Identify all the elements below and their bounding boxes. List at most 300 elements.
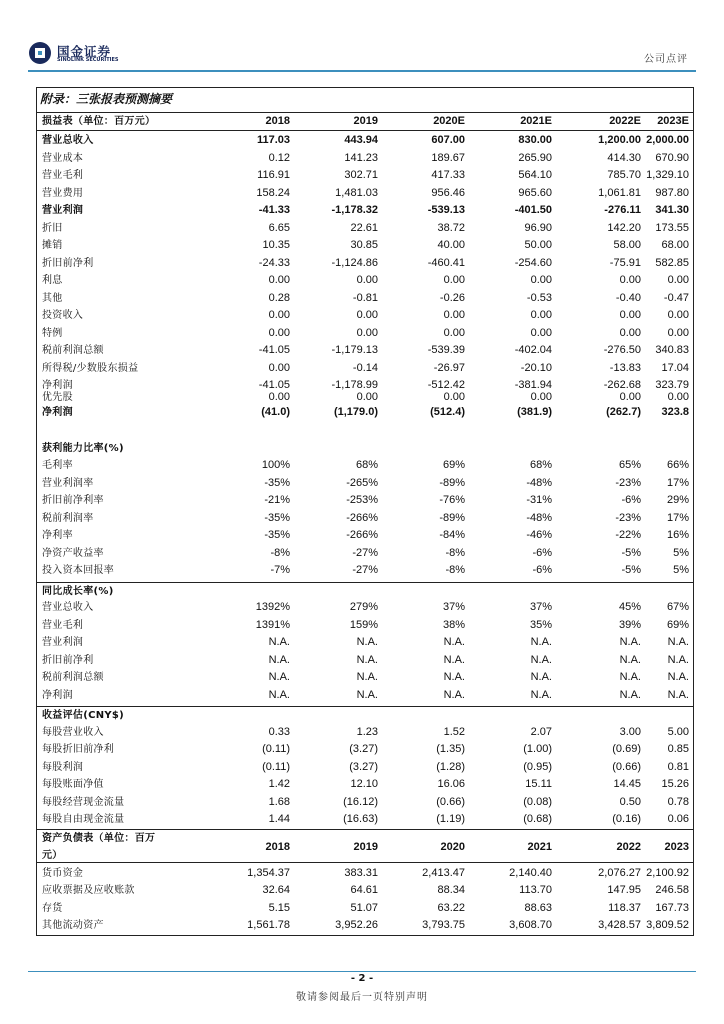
cell-value: 5.15 [268, 901, 290, 914]
cell-value: 0.00 [530, 391, 552, 403]
cell-value: 116.91 [257, 169, 290, 181]
cell-value: -266% [346, 529, 378, 541]
valuation-row [36, 794, 694, 812]
cell-value: -84% [439, 529, 465, 541]
cell-value: 1,061.81 [598, 186, 641, 199]
row-label: 净资产收益率 [42, 547, 104, 559]
income-row [36, 360, 694, 378]
cell-value: -6% [532, 546, 552, 559]
row-label: 应收票据及应收账款 [42, 885, 135, 896]
cell-value: 38% [442, 618, 465, 631]
cell-value: -23% [615, 476, 641, 489]
cell-value: N.A. [667, 671, 689, 683]
cell-value: (381.9) [517, 406, 552, 418]
cell-value: 2022 [616, 840, 641, 853]
cell-value: 141.23 [344, 151, 378, 164]
row-label: 每股账面净值 [42, 779, 104, 790]
cell-value: N.A. [667, 688, 689, 701]
cell-value: -254.60 [514, 256, 552, 269]
header-divider [28, 70, 696, 72]
balance-header-row [36, 829, 694, 863]
cell-value: 323.79 [655, 379, 689, 391]
cell-value: 3,809.52 [646, 919, 689, 931]
cell-value: 323.8 [661, 406, 689, 418]
income-row [36, 237, 694, 255]
cell-value: 1.42 [268, 778, 290, 790]
cell-value: 32.64 [262, 884, 290, 896]
cell-value: 2,000.00 [646, 134, 689, 146]
cell-value: N.A. [443, 688, 465, 701]
cell-value: -75.91 [609, 256, 641, 269]
cell-value: N.A. [268, 636, 290, 648]
row-label: 税前利润总额 [42, 672, 104, 683]
cell-value: (1.35) [436, 743, 465, 755]
cell-value: -1,179.13 [331, 344, 378, 356]
row-label: 营业利润 [42, 205, 84, 216]
cell-value: 15.11 [525, 778, 552, 790]
cell-value: 3,608.70 [509, 919, 552, 931]
cell-value: 1,329.10 [646, 169, 689, 181]
cell-value: 37% [529, 601, 552, 613]
cell-value: 66% [666, 459, 689, 471]
cell-value: N.A. [443, 671, 465, 683]
cell-value: 0.50 [619, 795, 641, 808]
row-label: 所得税/少数股东损益 [42, 362, 139, 374]
row-label: 其他 [42, 292, 63, 304]
row-label: 每股经营现金流量 [42, 796, 125, 808]
cell-value: 68.00 [661, 239, 689, 251]
profitability-row [36, 545, 694, 563]
cell-value: 2021E [520, 115, 552, 127]
row-label: 折旧前净利 [42, 257, 94, 269]
cell-value: 0.00 [268, 326, 290, 339]
cell-value: -539.39 [427, 344, 465, 356]
cell-value: N.A. [356, 636, 378, 648]
cell-value: (16.63) [343, 813, 378, 825]
cell-value: -460.41 [427, 256, 465, 269]
cell-value: 14.45 [613, 778, 641, 790]
cell-value: 5% [673, 546, 689, 559]
cell-value: -1,178.99 [331, 379, 378, 391]
doc-type-label: 公司点评 [644, 54, 688, 65]
page-number: - 2 - [350, 973, 374, 984]
cell-value: 383.31 [344, 866, 378, 879]
growth-row [36, 652, 694, 670]
cell-value: -0.14 [352, 361, 378, 374]
cell-value: 64.61 [350, 884, 378, 896]
company-logo [28, 40, 136, 68]
cell-value: 3,428.57 [598, 919, 641, 931]
cell-value: -402.04 [514, 344, 552, 356]
cell-value: 0.78 [667, 795, 689, 808]
profitability-row [36, 492, 694, 510]
cell-value: 22.61 [350, 221, 378, 234]
cell-value: -381.94 [514, 379, 552, 391]
cell-value: -276.11 [604, 204, 641, 216]
cell-value: -7% [270, 564, 290, 576]
row-label: 每股自由现金流量 [42, 814, 125, 825]
cell-value: 265.90 [518, 151, 552, 164]
row-label: 折旧 [42, 222, 63, 234]
cell-value: 1.68 [268, 795, 290, 808]
cell-value: -1,124.86 [331, 256, 378, 269]
row-label: 营业利润率 [42, 477, 94, 489]
income-row [36, 342, 694, 360]
cell-value: 0.00 [619, 326, 641, 339]
cell-value: 1.52 [443, 725, 465, 738]
cell-value: -27% [352, 546, 378, 559]
cell-value: 1392% [255, 601, 290, 613]
cell-value: -5% [621, 564, 641, 576]
growth-row [36, 599, 694, 617]
growth-header-row [36, 582, 694, 600]
profitability-row [36, 527, 694, 545]
cell-value: -276.50 [603, 344, 641, 356]
row-label: 收益评估(CNY$) [42, 710, 125, 721]
cell-value: 6.65 [268, 221, 290, 234]
cell-value: 0.00 [667, 274, 689, 286]
cell-value: 17.04 [661, 361, 689, 374]
cell-value: 414.30 [607, 151, 641, 164]
row-label: 优先股 [42, 392, 73, 403]
cell-value: N.A. [356, 688, 378, 701]
cell-value: -401.50 [514, 204, 552, 216]
cell-value: 3,793.75 [422, 919, 465, 931]
cell-value: 17% [666, 511, 689, 524]
row-label: 净利率 [42, 530, 73, 541]
cell-value: 443.94 [344, 134, 378, 146]
cell-value: 0.00 [619, 309, 641, 321]
cell-value: N.A. [443, 636, 465, 648]
cell-value: 58.00 [613, 239, 641, 251]
cell-value: 2020 [440, 840, 465, 853]
cell-value: 2023E [657, 115, 689, 127]
cell-value: 3,952.26 [335, 919, 378, 931]
cell-value: 785.70 [607, 169, 641, 181]
cell-value: -6% [621, 494, 641, 506]
cell-value: 2,100.92 [646, 866, 689, 879]
cell-value: N.A. [667, 636, 689, 648]
cell-value: 956.46 [431, 186, 465, 199]
cell-value: (0.11) [262, 760, 290, 773]
cell-value: 5% [673, 564, 689, 576]
row-label: 资产负债表（单位：百万元） [42, 832, 156, 861]
income-row [36, 325, 694, 343]
row-label: 获利能力比率(%) [42, 442, 124, 454]
cell-value: 0.00 [619, 391, 641, 403]
balance-row [36, 900, 694, 918]
cell-value: (0.08) [523, 795, 552, 808]
company-name-cn: 国金证券 [57, 44, 112, 59]
cell-value: 17% [666, 476, 689, 489]
cell-value: N.A. [356, 671, 378, 683]
row-label: 营业利润 [42, 637, 84, 648]
cell-value: 1,200.00 [598, 134, 641, 146]
cell-value: -0.26 [439, 291, 465, 304]
cell-value: -24.33 [258, 256, 290, 269]
cell-value: -6% [532, 564, 552, 576]
row-label: 摊销 [42, 240, 63, 251]
cell-value: 173.55 [655, 221, 689, 234]
valuation-row [36, 776, 694, 794]
income-row [36, 185, 694, 203]
cell-value: 69% [442, 459, 465, 471]
cell-value: 88.34 [437, 884, 465, 896]
cell-value: (1.19) [436, 813, 465, 825]
cell-value: -46% [526, 529, 552, 541]
row-label: 营业费用 [42, 187, 84, 199]
cell-value: 3.00 [619, 725, 641, 738]
row-label: 损益表（单位：百万元） [42, 116, 156, 127]
cell-value: 10.35 [262, 239, 290, 251]
cell-value: 2020E [433, 115, 465, 127]
cell-value: 51.07 [350, 901, 378, 914]
cell-value: 1.23 [356, 725, 378, 738]
cell-value: 0.00 [443, 391, 465, 403]
income-row [36, 307, 694, 325]
cell-value: (512.4) [430, 406, 465, 418]
profitability-row [36, 475, 694, 493]
cell-value: 0.00 [667, 309, 689, 321]
row-label: 每股营业收入 [42, 726, 104, 738]
cell-value: -20.10 [520, 361, 552, 374]
cell-value: (3.27) [349, 743, 378, 755]
valuation-header-row [36, 706, 694, 724]
cell-value: 2019 [353, 840, 378, 853]
cell-value: N.A. [619, 688, 641, 701]
profitability-row [36, 510, 694, 528]
cell-value: -89% [439, 511, 465, 524]
cell-value: 2.07 [530, 725, 552, 738]
cell-value: -35% [264, 476, 290, 489]
cell-value: 45% [618, 601, 641, 613]
cell-value: -26.97 [433, 361, 465, 374]
cell-value: 68% [355, 459, 378, 471]
valuation-row [36, 811, 694, 829]
row-label: 每股折旧前净利 [42, 744, 115, 755]
income-row [36, 132, 694, 150]
income-row [36, 290, 694, 308]
cell-value: 0.00 [530, 326, 552, 339]
cell-value: N.A. [268, 653, 290, 666]
cell-value: N.A. [530, 653, 552, 666]
cell-value: 0.81 [667, 760, 689, 773]
cell-value: -35% [264, 529, 290, 541]
cell-value: -8% [445, 564, 465, 576]
cell-value: (0.66) [612, 760, 641, 773]
cell-value: -89% [439, 476, 465, 489]
profitability-row [36, 562, 694, 580]
row-label: 特例 [42, 327, 63, 339]
cell-value: -253% [346, 494, 378, 506]
row-label: 折旧前净利 [42, 654, 94, 666]
valuation-row [36, 724, 694, 742]
cell-value: -265% [346, 476, 378, 489]
cell-value: (0.95) [523, 760, 552, 773]
growth-row [36, 634, 694, 652]
cell-value: 2018 [265, 115, 290, 127]
cell-value: -0.47 [663, 291, 689, 304]
balance-row [36, 882, 694, 900]
cell-value: 118.37 [608, 901, 641, 914]
cell-value: 1391% [255, 618, 290, 631]
row-label: 投资收入 [42, 310, 84, 321]
cell-value: 0.06 [667, 813, 689, 825]
cell-value: 37% [442, 601, 465, 613]
cell-value: 0.00 [268, 391, 290, 403]
cell-value: 0.00 [268, 309, 290, 321]
profitability-row [36, 457, 694, 475]
row-label: 营业总收入 [42, 602, 94, 613]
valuation-row [36, 759, 694, 777]
cell-value: 0.33 [268, 725, 290, 738]
company-name-en: SINOLINK SECURITIES [57, 57, 119, 63]
cell-value: (1.00) [523, 743, 552, 755]
cell-value: -31% [526, 494, 552, 506]
row-label: 同比成长率(%) [42, 585, 114, 597]
cell-value: 113.70 [519, 884, 552, 896]
cell-value: 670.90 [655, 151, 689, 164]
profitability-header-row [36, 440, 694, 458]
income-row [36, 404, 694, 422]
cell-value: 2021 [527, 840, 552, 853]
cell-value: 68% [529, 459, 552, 471]
cell-value: 2019 [353, 115, 378, 127]
cell-value: 279% [349, 601, 378, 613]
cell-value: N.A. [530, 671, 552, 683]
cell-value: 582.85 [655, 256, 689, 269]
cell-value: 965.60 [518, 186, 552, 199]
cell-value: 2023 [664, 840, 689, 853]
cell-value: N.A. [619, 653, 641, 666]
growth-row [36, 669, 694, 687]
cell-value: (3.27) [349, 760, 378, 773]
cell-value: -0.40 [615, 291, 641, 304]
cell-value: 38.72 [437, 221, 465, 234]
cell-value: 50.00 [524, 239, 552, 251]
cell-value: 12.10 [350, 778, 378, 790]
cell-value: 100% [261, 459, 290, 471]
cell-value: 2022E [609, 115, 641, 127]
cell-value: 1,354.37 [247, 866, 290, 879]
valuation-row [36, 741, 694, 759]
cell-value: (0.66) [436, 795, 465, 808]
row-label: 营业成本 [42, 152, 84, 164]
cell-value: 2,413.47 [422, 866, 465, 879]
cell-value: 0.00 [443, 326, 465, 339]
cell-value: 0.00 [268, 274, 290, 286]
cell-value: 564.10 [518, 169, 552, 181]
cell-value: 0.00 [530, 274, 552, 286]
cell-value: 29% [666, 494, 689, 506]
cell-value: N.A. [443, 653, 465, 666]
row-label: 利息 [42, 275, 63, 286]
income-row [36, 150, 694, 168]
footer-divider [28, 971, 696, 972]
cell-value: 40.00 [437, 239, 465, 251]
cell-value: 0.85 [667, 743, 689, 755]
income-header-row [36, 113, 694, 131]
cell-value: 96.90 [524, 221, 552, 234]
cell-value: (16.12) [343, 795, 378, 808]
cell-value: 0.00 [356, 309, 378, 321]
cell-value: 189.67 [431, 151, 465, 164]
cell-value: 88.63 [524, 901, 552, 914]
cell-value: -27% [352, 564, 378, 576]
cell-value: 16.06 [437, 778, 465, 790]
row-label: 毛利率 [42, 460, 73, 471]
income-row [36, 220, 694, 238]
cell-value: 1,481.03 [335, 186, 378, 199]
cell-value: -76% [439, 494, 465, 506]
cell-value: (1.28) [436, 760, 465, 773]
sinolink-logo-icon [28, 41, 52, 65]
cell-value: -539.13 [427, 204, 465, 216]
cell-value: N.A. [268, 671, 290, 683]
cell-value: 340.83 [655, 344, 689, 356]
cell-value: 0.00 [667, 391, 689, 403]
row-label: 税前利润率 [42, 512, 94, 524]
cell-value: -262.68 [603, 379, 641, 391]
row-label: 货币资金 [42, 867, 84, 879]
cell-value: -48% [526, 511, 552, 524]
balance-row [36, 865, 694, 883]
row-label: 净利润 [42, 380, 73, 391]
cell-value: (41.0) [261, 406, 290, 418]
cell-value: -48% [526, 476, 552, 489]
cell-value: 0.00 [356, 326, 378, 339]
cell-value: (1,179.0) [333, 406, 378, 418]
cell-value: N.A. [619, 636, 641, 648]
cell-value: 30.85 [350, 239, 378, 251]
cell-value: 39% [618, 618, 641, 631]
cell-value: 2018 [265, 840, 290, 853]
row-label: 投入资本回报率 [42, 565, 115, 576]
cell-value: 16% [666, 529, 689, 541]
cell-value: -5% [621, 546, 641, 559]
row-label: 每股利润 [42, 761, 84, 773]
cell-value: 167.73 [655, 901, 689, 914]
cell-value: 0.12 [268, 151, 290, 164]
appendix-title: 附录：三张报表预测摘要 [36, 87, 694, 113]
cell-value: 341.30 [655, 204, 689, 216]
cell-value: N.A. [530, 636, 552, 648]
cell-value: N.A. [530, 688, 552, 701]
cell-value: -35% [264, 511, 290, 524]
cell-value: 69% [666, 618, 689, 631]
cell-value: N.A. [619, 671, 641, 683]
cell-value: 0.00 [619, 274, 641, 286]
cell-value: N.A. [356, 653, 378, 666]
cell-value: 0.28 [268, 291, 290, 304]
cell-value: N.A. [268, 688, 290, 701]
cell-value: 0.00 [667, 326, 689, 339]
cell-value: (0.69) [612, 743, 641, 755]
cell-value: 0.00 [443, 309, 465, 321]
cell-value: 65% [618, 459, 641, 471]
cell-value: 987.80 [655, 186, 689, 199]
cell-value: 0.00 [356, 391, 378, 403]
balance-row [36, 917, 694, 935]
cell-value: 2,140.40 [509, 866, 552, 879]
income-row [36, 272, 694, 290]
cell-value: -512.42 [427, 379, 465, 391]
cell-value: (262.7) [606, 406, 641, 418]
row-label: 其他流动资产 [42, 920, 104, 931]
row-label: 净利润 [42, 407, 73, 418]
cell-value: 302.71 [344, 169, 378, 181]
income-row [36, 202, 694, 220]
